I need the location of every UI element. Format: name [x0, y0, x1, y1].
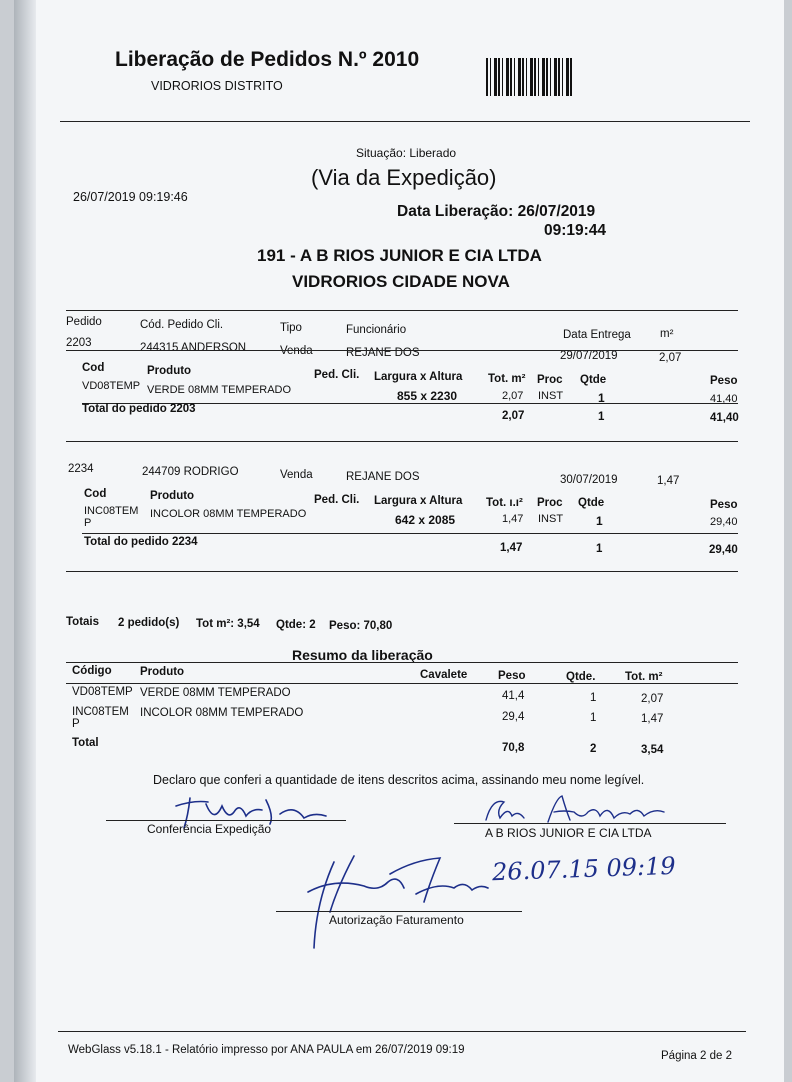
document-title: Liberação de Pedidos N.º 2010 — [115, 48, 420, 71]
order-1-item-dims: 855 x 2230 — [397, 389, 458, 403]
summary-row-2-qtde: 1 — [590, 712, 597, 724]
col-m2: m² — [660, 328, 674, 340]
declaration-text: Declaro que conferi a quantidade de itens descritos acima, assinando meu nome legível. — [153, 773, 645, 787]
company-name: VIDRORIOS DISTRITO — [151, 79, 283, 93]
order-1-col-peso: Peso — [710, 375, 738, 387]
totals-m2: Tot m²: 3,54 — [196, 618, 260, 630]
order-2-total-qtde: 1 — [596, 543, 603, 555]
order-2-col-produto: Produto — [150, 490, 195, 502]
order-2-col-cod: Cod — [84, 488, 107, 500]
summary-total-peso: 70,8 — [502, 742, 525, 754]
summary-row-1-qtde: 1 — [590, 692, 597, 704]
totals-qtde: Qtde: 2 — [276, 619, 316, 631]
summary-col-cavalete: Cavalete — [420, 669, 468, 681]
summary-row-2-codigo-wrap: P — [72, 718, 80, 730]
billing-signature-line — [276, 911, 522, 912]
client-signature-label: A B RIOS JUNIOR E CIA LTDA — [485, 826, 652, 840]
branch-name: VIDRORIOS CIDADE NOVA — [292, 272, 510, 291]
order-1-col-ped-cli: Ped. Cli. — [314, 369, 360, 381]
totals-label: Totais — [66, 616, 100, 628]
order-1-col-qtde: Qtde — [580, 374, 607, 386]
summary-total-tot-m2: 3,54 — [641, 744, 664, 756]
order-1-total-peso: 41,40 — [710, 412, 739, 424]
conferencia-signature-line — [106, 820, 346, 821]
order-1-pedido: 2203 — [66, 337, 92, 349]
order-2-pedido: 2234 — [68, 463, 94, 475]
order-1-bottom-divider — [66, 441, 738, 442]
order-1-item-proc: INST — [538, 390, 564, 402]
barcode — [486, 58, 574, 96]
order-2-item-tot-m2: 1,47 — [502, 513, 524, 525]
order-1-cod-cli: 244315 ANDERSON — [140, 342, 247, 354]
footer-printed-info: WebGlass v5.18.1 - Relatório impresso por ANA PAULA em 26/07/2019 09:19 — [68, 1044, 465, 1056]
totals-pedidos: 2 pedido(s) — [118, 617, 180, 629]
client-name: 191 - A B RIOS JUNIOR E CIA LTDA — [257, 246, 542, 265]
order-2-item-proc: INST — [538, 513, 564, 525]
order-2-item-qtde: 1 — [596, 514, 603, 528]
order-1-total-m2: 2,07 — [502, 410, 525, 422]
release-time: 09:19:44 — [544, 222, 607, 239]
order-2-col-qtde: Qtde — [578, 497, 605, 509]
summary-col-peso: Peso — [498, 670, 526, 682]
summary-col-qtde: Qtde. — [566, 671, 596, 683]
summary-header-divider — [66, 683, 738, 684]
summary-row-1-produto: VERDE 08MM TEMPERADO — [140, 687, 291, 699]
order-2-tipo: Venda — [280, 469, 313, 481]
order-2-item-cod-wrap: P — [84, 517, 92, 529]
order-1-total-qtde: 1 — [598, 411, 605, 423]
order-2-col-tot-m2: Tot. ı.ı² — [486, 497, 523, 509]
order-2-total-m2: 1,47 — [500, 542, 523, 554]
order-2-item-peso: 29,40 — [710, 516, 738, 528]
order-2-m2: 1,47 — [657, 475, 680, 487]
summary-row-2-peso: 29,4 — [502, 711, 525, 723]
col-data-entrega: Data Entrega — [563, 329, 631, 341]
summary-top-divider — [66, 662, 738, 663]
order-2-bottom-divider — [66, 571, 738, 572]
summary-total-qtde: 2 — [590, 743, 597, 755]
order-1-col-cod: Cod — [82, 362, 105, 374]
summary-col-codigo: Código — [72, 665, 112, 677]
order-1-item-peso: 41,40 — [710, 393, 738, 405]
col-pedido: Pedido — [66, 316, 102, 328]
release-date: Data Liberação: 26/07/2019 — [397, 203, 596, 220]
summary-row-2-codigo: INC08TEM — [72, 706, 129, 718]
order-2-col-ped-cli: Ped. Cli. — [314, 494, 360, 506]
autorizacao-label: Autorização Faturamento — [329, 913, 464, 927]
order-2-item-cod: INC08TEM — [84, 505, 139, 517]
order-1-col-proc: Proc — [537, 374, 563, 386]
order-1-funcionario: REJANE DOS — [346, 347, 420, 359]
summary-row-1-peso: 41,4 — [502, 690, 525, 702]
totals-peso: Peso: 70,80 — [329, 620, 393, 632]
client-signature — [478, 792, 688, 826]
order-1-item-qtde: 1 — [598, 391, 605, 405]
order-1-row-divider — [66, 350, 738, 351]
summary-row-2-produto: INCOLOR 08MM TEMPERADO — [140, 707, 304, 719]
order-1-total-label: Total do pedido 2203 — [82, 403, 196, 415]
summary-row-1-tot-m2: 2,07 — [641, 693, 664, 705]
orders-top-divider — [66, 310, 738, 311]
col-tipo: Tipo — [280, 322, 302, 334]
page-number: Página 2 de 2 — [661, 1050, 732, 1062]
order-1-col-produto: Produto — [147, 365, 192, 377]
billing-signature — [294, 852, 494, 952]
summary-total-label: Total — [72, 737, 99, 749]
order-2-item-produto: INCOLOR 08MM TEMPERADO — [150, 508, 307, 520]
order-2-cod-cli: 244709 RODRIGO — [142, 466, 239, 478]
summary-col-tot-m2: Tot. m² — [625, 671, 663, 683]
order-1-item-tot-m2: 2,07 — [502, 390, 524, 402]
order-1-data-entrega: 29/07/2019 — [560, 350, 618, 362]
order-2-col-peso: Peso — [710, 499, 738, 511]
col-cod-cli: Cód. Pedido Cli. — [140, 319, 224, 331]
summary-row-2-tot-m2: 1,47 — [641, 713, 664, 725]
summary-title: Resumo da liberação — [292, 647, 433, 663]
order-1-col-largura-altura: Largura x Altura — [374, 371, 463, 383]
handwritten-date: 26.07.15 09:19 — [491, 851, 677, 887]
document-page — [14, 0, 784, 1082]
order-2-data-entrega: 30/07/2019 — [560, 474, 618, 486]
col-funcionario: Funcionário — [346, 324, 407, 336]
header-divider — [60, 121, 750, 122]
summary-row-1-codigo: VD08TEMP — [72, 686, 133, 698]
summary-col-produto: Produto — [140, 666, 185, 678]
order-1-item-cod: VD08TEMP — [82, 380, 141, 392]
order-2-total-divider — [82, 533, 738, 534]
status-text: Situação: Liberado — [356, 146, 457, 160]
client-signature-line — [454, 823, 726, 824]
order-2-funcionario: REJANE DOS — [346, 471, 420, 483]
print-timestamp: 26/07/2019 09:19:46 — [73, 190, 188, 204]
footer-divider — [58, 1031, 746, 1032]
order-2-total-peso: 29,40 — [709, 544, 738, 556]
order-2-col-proc: Proc — [537, 497, 563, 509]
order-1-tipo: Venda — [280, 345, 313, 357]
order-1-col-tot-m2: Tot. m² — [488, 373, 526, 385]
via-label: (Via da Expedição) — [311, 165, 497, 190]
order-2-total-label: Total do pedido 2234 — [84, 536, 198, 548]
order-2-item-dims: 642 x 2085 — [395, 513, 456, 527]
order-2-col-largura-altura: Largura x Altura — [374, 495, 463, 507]
order-1-item-produto: VERDE 08MM TEMPERADO — [147, 384, 292, 396]
conferencia-label: Conferência Expedição — [147, 822, 272, 836]
order-1-m2: 2,07 — [659, 352, 682, 364]
